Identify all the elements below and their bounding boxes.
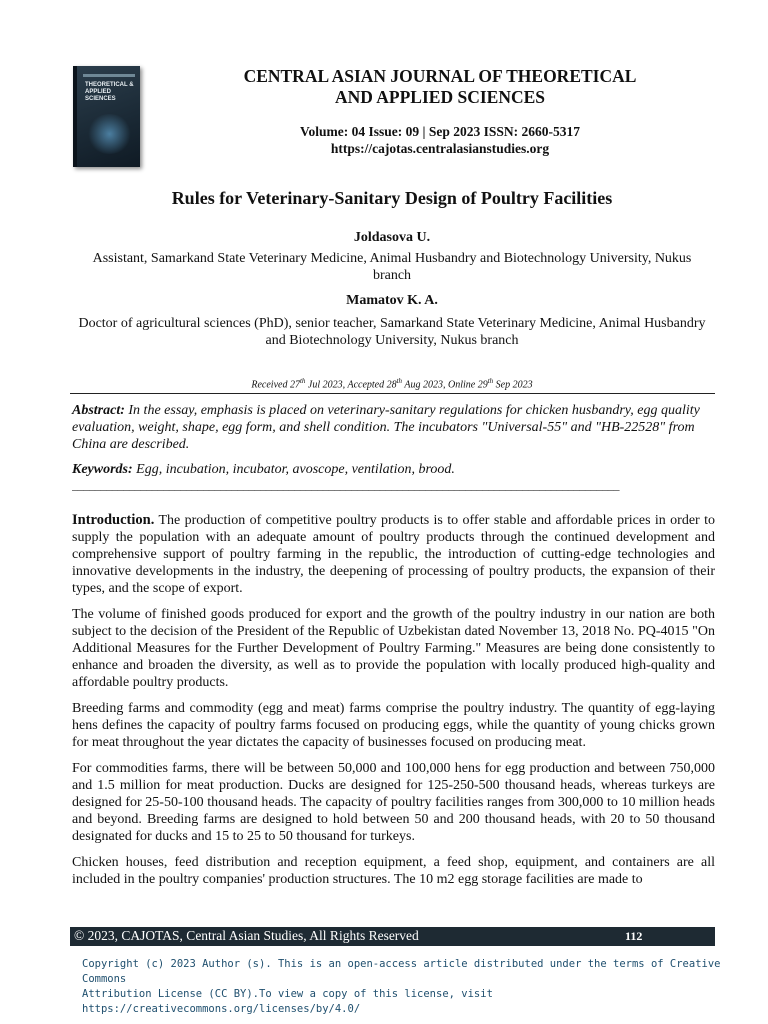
author-name: Joldasova U. bbox=[353, 230, 431, 245]
received-dates: Received 27th Jul 2023, Accepted 28th Aug 2023, Online 29th Sep 2023 bbox=[251, 377, 533, 391]
license-notice: Copyright (c) 2023 Author (s). This is an open-access article distributed under the terms of Creative Commons Attribution License (CC BY).To view a copy of this license, visit https://creativecommons.org/licenses/by/4.0/ bbox=[82, 958, 721, 1015]
author-affiliation: Assistant, Samarkand State Veterinary Medicine, Animal Husbandry and Biotechnology University, Nukus branch bbox=[92, 251, 692, 283]
author-affiliation: Doctor of agricultural sciences (PhD), senior teacher, Samarkand State Veterinary Medicine, Animal Husbandry and Biotechnology University, Nukus branch bbox=[78, 316, 706, 348]
section-heading-introduction: Introduction. bbox=[72, 512, 155, 528]
cover-title: THEORETICAL & APPLIED SCIENCES bbox=[85, 82, 134, 102]
paragraph: For commodities farms, there will be between 50,000 and 100,000 hens for egg production and between 750,000 and 1.5 million for meat production. Ducks are designed for 125-250-500 thousand heads, whereas turkeys are designed for 25-50-100 thousand heads. The capacity of poultry facilities ranges from 300,000 to 10 million heads and beyond. Breeding farms are designed to hold between 50 and 200 thousand heads, with 20 to 50 thousand designated for ducks and 15 to 25 to 50 thousand for turkeys. bbox=[72, 761, 715, 844]
paragraph: The volume of finished goods produced for export and the growth of the poultry industry in our nation are both subject to the decision of the President of the Republic of Uzbekistan dated November 13, 2018 No. PQ-4015 "On Additional Measures for the Further Development of Poultry Farming." Measures are being done consistently to enhance and broaden the diversity, as well as to provide the population with locally produced high-quality and affordable poultry products. bbox=[72, 607, 715, 690]
paragraph: Breeding farms and commodity (egg and meat) farms comprise the poultry industry. The quantity of egg-laying hens defines the capacity of poultry farms focused on producing eggs, while the quantity of young chicks grown for meat throughout the year dictates the capacity of businesses focused on producing meat. bbox=[72, 701, 715, 750]
journal-volume-info: Volume: 04 Issue: 09 | Sep 2023 ISSN: 2660-5317 https://cajotas.centralasianstudies.org bbox=[140, 123, 740, 157]
abstract-text: In the essay, emphasis is placed on veterinary-sanitary regulations for chicken husbandry, egg quality evaluation, weight, shape, egg form, and shell condition. The incubators "Universal-55" and "HB-22528" from China are described. bbox=[72, 403, 700, 452]
journal-cover-image bbox=[73, 66, 140, 167]
cover-graphic bbox=[87, 114, 132, 154]
journal-title: CENTRAL ASIAN JOURNAL OF THEORETICAL AND APPLIED SCIENCES bbox=[243, 66, 637, 107]
paragraph: Chicken houses, feed distribution and reception equipment, a feed shop, equipment, and containers are all included in the poultry companies' production structures. The 10 m2 egg storage facilities are made to bbox=[72, 855, 715, 887]
article-body bbox=[72, 512, 715, 897]
license-link-line[interactable]: Attribution License (CC BY).To view a copy of this license, visit https://creativecommons.org/licenses/by/4.0/ bbox=[82, 988, 493, 1015]
page-number: 112 bbox=[625, 929, 643, 943]
footer-bar bbox=[70, 927, 715, 946]
keywords-label: Keywords: bbox=[72, 462, 133, 477]
abstract-separator: ________________________________________________________________________________________________ bbox=[72, 478, 620, 492]
header-divider bbox=[70, 393, 715, 394]
keywords bbox=[72, 462, 715, 478]
abstract-label: Abstract: bbox=[72, 403, 125, 418]
paper-title: Rules for Veterinary-Sanitary Design of Poultry Facilities bbox=[171, 188, 613, 208]
keywords-text: Egg, incubation, incubator, avoscope, ventilation, brood. bbox=[132, 462, 455, 477]
paragraph-introduction: Introduction. The production of competitive poultry products is to offer stable and affordable prices in order to supply the population with an adequate amount of poultry products through the continued development and comprehensive support of poultry farming in the republic, the introduction of cutting-edge technologies and innovative developments in the industry, the deepening of processing of poultry products, the expansion of their types, and the scope of export. bbox=[72, 512, 715, 596]
footer-copyright: © 2023, CAJOTAS, Central Asian Studies, All Rights Reserved bbox=[74, 928, 419, 943]
author-name: Mamatov K. A. bbox=[346, 293, 438, 308]
abstract bbox=[72, 402, 715, 453]
journal-url[interactable]: https://cajotas.centralasianstudies.org bbox=[330, 141, 550, 156]
cover-stripe bbox=[83, 74, 135, 77]
